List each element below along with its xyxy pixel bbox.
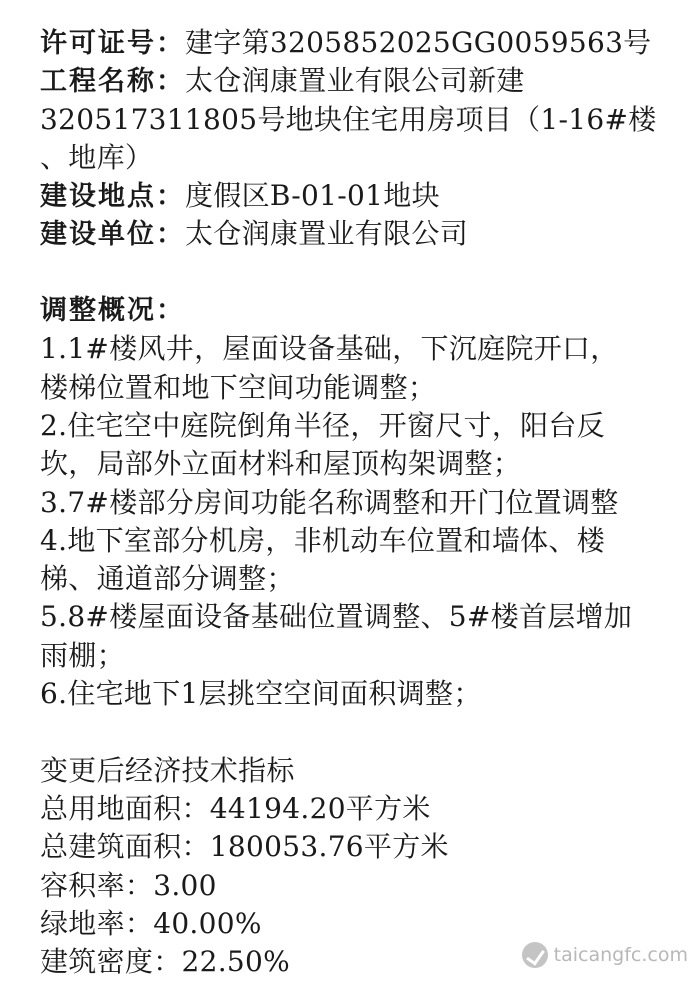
permit-value: 建字第3205852025GG0059563号 [185,26,652,59]
adjustment-line: 4.地下室部分机房，非机动车位置和墙体、楼 [40,523,606,557]
adjustment-line: 楼梯位置和地下空间功能调整； [40,370,437,404]
adjustment-line: 3.7#楼部分房间功能名称调整和开门位置调整 [40,485,619,519]
document-body [40,24,680,981]
watermark-text: taicangfc.com [553,944,688,966]
adjustment-line: 5.8#楼屋面设备基础位置调整、5#楼首层增加 [40,600,633,634]
adjustment-line: 雨棚； [40,638,125,672]
developer-value: 太仓润康置业有限公司 [185,217,469,251]
watermark-logo-icon [522,942,548,968]
location-value: 度假区B-01-01地块 [185,179,440,213]
adjustment-line: 6.住宅地下1层挑空空间面积调整； [40,677,482,711]
permit-line [40,24,680,62]
spacer [40,254,680,292]
building-density: 建筑密度：22.50% [40,945,291,979]
developer-line [40,215,680,253]
adjustment-line: 1.1#楼风井，屋面设备基础，下沉庭院开口， [40,332,619,366]
project-value-line3: 、地库） [40,140,154,174]
green-ratio: 绿地率：40.00% [40,906,262,940]
adjustment-line: 梯、通道部分调整； [40,562,295,596]
building-area: 总建筑面积：180053.76平方米 [40,830,449,864]
location-line [40,177,680,215]
adjustment-line: 2.住宅空中庭院倒角半径，开窗尺寸，阳台反 [40,408,606,442]
spacer [40,713,680,751]
adjustment-line: 坎，局部外立面材料和屋顶构架调整； [40,447,522,481]
developer-label: 建设单位： [40,219,185,251]
location-label: 建设地点： [40,181,185,213]
watermark [522,942,688,968]
project-label: 工程名称： [40,66,185,98]
project-value-line2: 320517311805号地块住宅用房项目（1-16#楼 [40,102,657,136]
adjustments-heading: 调整概况： [40,295,185,327]
land-area: 总用地面积：44194.20平方米 [40,791,431,825]
project-line [40,62,680,100]
plot-ratio: 容积率：3.00 [40,868,217,902]
indicators-heading: 变更后经济技术指标 [40,753,295,787]
project-value-line1: 太仓润康置业有限公司新建 [185,64,525,98]
permit-label: 许可证号： [40,28,185,59]
